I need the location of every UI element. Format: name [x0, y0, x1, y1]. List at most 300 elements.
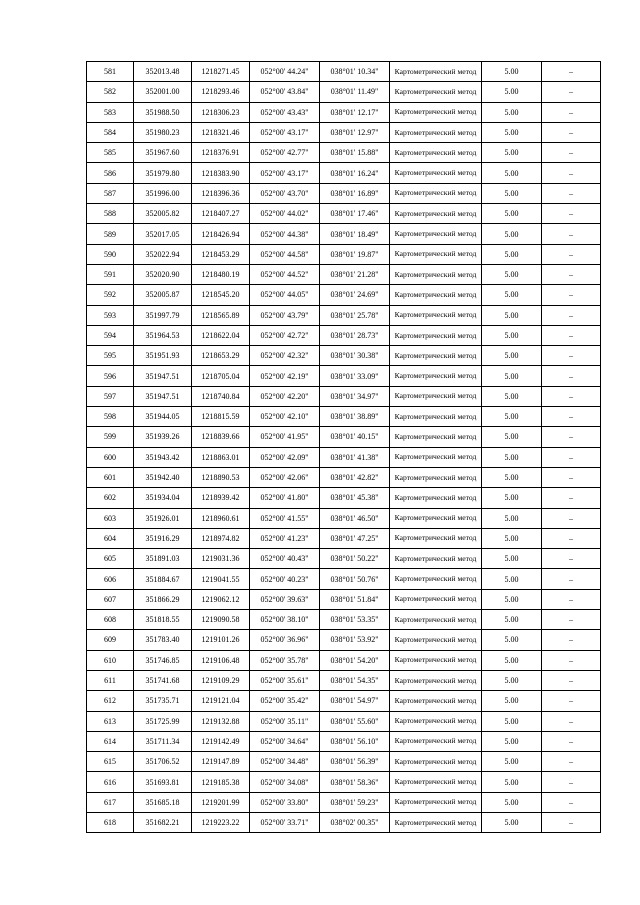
- note-cell: –: [542, 812, 601, 832]
- point-number-cell: 592: [87, 285, 134, 305]
- x-coordinate-cell: 352017.05: [134, 224, 192, 244]
- accuracy-cell: 5.00: [482, 528, 542, 548]
- x-coordinate-cell: 351693.81: [134, 772, 192, 792]
- longitude-cell: 038°01' 54.97": [320, 691, 390, 711]
- y-coordinate-cell: 1218293.46: [192, 82, 250, 102]
- table-row: [87, 711, 601, 731]
- longitude-cell: 038°01' 45.38": [320, 488, 390, 508]
- x-coordinate-cell: 351891.03: [134, 549, 192, 569]
- x-coordinate-cell: 351818.55: [134, 610, 192, 630]
- latitude-cell: 052°00' 42.10": [250, 407, 320, 427]
- method-cell: Картометрический метод: [390, 427, 482, 447]
- table-row: [87, 691, 601, 711]
- note-cell: –: [542, 731, 601, 751]
- y-coordinate-cell: 1218453.29: [192, 244, 250, 264]
- y-coordinate-cell: 1219041.55: [192, 569, 250, 589]
- note-cell: –: [542, 569, 601, 589]
- note-cell: –: [542, 772, 601, 792]
- longitude-cell: 038°01' 55.60": [320, 711, 390, 731]
- latitude-cell: 052°00' 43.79": [250, 305, 320, 325]
- note-cell: –: [542, 325, 601, 345]
- accuracy-cell: 5.00: [482, 82, 542, 102]
- table-row: [87, 467, 601, 487]
- method-cell: Картометрический метод: [390, 731, 482, 751]
- point-number-cell: 587: [87, 183, 134, 203]
- method-cell: Картометрический метод: [390, 467, 482, 487]
- accuracy-cell: 5.00: [482, 467, 542, 487]
- x-coordinate-cell: 351947.51: [134, 366, 192, 386]
- table-row: [87, 427, 601, 447]
- point-number-cell: 607: [87, 589, 134, 609]
- table-row: [87, 346, 601, 366]
- longitude-cell: 038°01' 15.88": [320, 143, 390, 163]
- accuracy-cell: 5.00: [482, 610, 542, 630]
- table-row: [87, 183, 601, 203]
- longitude-cell: 038°01' 21.28": [320, 264, 390, 284]
- note-cell: –: [542, 264, 601, 284]
- latitude-cell: 052°00' 34.48": [250, 752, 320, 772]
- table-row: [87, 244, 601, 264]
- point-number-cell: 583: [87, 102, 134, 122]
- method-cell: Картометрический метод: [390, 447, 482, 467]
- point-number-cell: 591: [87, 264, 134, 284]
- latitude-cell: 052°00' 34.64": [250, 731, 320, 751]
- latitude-cell: 052°00' 39.63": [250, 589, 320, 609]
- x-coordinate-cell: 351706.52: [134, 752, 192, 772]
- y-coordinate-cell: 1218565.89: [192, 305, 250, 325]
- latitude-cell: 052°00' 35.42": [250, 691, 320, 711]
- x-coordinate-cell: 351934.04: [134, 488, 192, 508]
- method-cell: Картометрический метод: [390, 630, 482, 650]
- y-coordinate-cell: 1218839.66: [192, 427, 250, 447]
- table-row: [87, 610, 601, 630]
- point-number-cell: 596: [87, 366, 134, 386]
- longitude-cell: 038°01' 38.89": [320, 407, 390, 427]
- note-cell: –: [542, 691, 601, 711]
- y-coordinate-cell: 1219090.58: [192, 610, 250, 630]
- method-cell: Картометрический метод: [390, 691, 482, 711]
- y-coordinate-cell: 1219062.12: [192, 589, 250, 609]
- longitude-cell: 038°01' 54.20": [320, 650, 390, 670]
- longitude-cell: 038°01' 10.34": [320, 62, 390, 82]
- latitude-cell: 052°00' 33.80": [250, 792, 320, 812]
- y-coordinate-cell: 1218815.59: [192, 407, 250, 427]
- latitude-cell: 052°00' 36.96": [250, 630, 320, 650]
- latitude-cell: 052°00' 43.17": [250, 163, 320, 183]
- table-row: [87, 224, 601, 244]
- longitude-cell: 038°01' 50.22": [320, 549, 390, 569]
- note-cell: –: [542, 305, 601, 325]
- accuracy-cell: 5.00: [482, 102, 542, 122]
- latitude-cell: 052°00' 42.20": [250, 386, 320, 406]
- y-coordinate-cell: 1218376.91: [192, 143, 250, 163]
- accuracy-cell: 5.00: [482, 183, 542, 203]
- table-row: [87, 528, 601, 548]
- point-number-cell: 608: [87, 610, 134, 630]
- longitude-cell: 038°01' 47.25": [320, 528, 390, 548]
- note-cell: –: [542, 346, 601, 366]
- point-number-cell: 617: [87, 792, 134, 812]
- table-row: [87, 508, 601, 528]
- y-coordinate-cell: 1218426.94: [192, 224, 250, 244]
- method-cell: Картометрический метод: [390, 285, 482, 305]
- table-row: [87, 285, 601, 305]
- longitude-cell: 038°01' 19.87": [320, 244, 390, 264]
- longitude-cell: 038°01' 33.09": [320, 366, 390, 386]
- note-cell: –: [542, 224, 601, 244]
- x-coordinate-cell: 351926.01: [134, 508, 192, 528]
- point-number-cell: 615: [87, 752, 134, 772]
- y-coordinate-cell: 1219185.38: [192, 772, 250, 792]
- table-row: [87, 650, 601, 670]
- method-cell: Картометрический метод: [390, 325, 482, 345]
- table-row: [87, 812, 601, 832]
- y-coordinate-cell: 1218396.36: [192, 183, 250, 203]
- y-coordinate-cell: 1219142.49: [192, 731, 250, 751]
- point-number-cell: 584: [87, 122, 134, 142]
- x-coordinate-cell: 351939.26: [134, 427, 192, 447]
- latitude-cell: 052°00' 41.55": [250, 508, 320, 528]
- accuracy-cell: 5.00: [482, 691, 542, 711]
- longitude-cell: 038°01' 56.10": [320, 731, 390, 751]
- note-cell: –: [542, 285, 601, 305]
- accuracy-cell: 5.00: [482, 488, 542, 508]
- y-coordinate-cell: 1218740.84: [192, 386, 250, 406]
- latitude-cell: 052°00' 44.52": [250, 264, 320, 284]
- accuracy-cell: 5.00: [482, 812, 542, 832]
- y-coordinate-cell: 1218939.42: [192, 488, 250, 508]
- method-cell: Картометрический метод: [390, 244, 482, 264]
- note-cell: –: [542, 650, 601, 670]
- method-cell: Картометрический метод: [390, 650, 482, 670]
- coordinates-table-body: [87, 62, 601, 833]
- longitude-cell: 038°01' 53.92": [320, 630, 390, 650]
- accuracy-cell: 5.00: [482, 407, 542, 427]
- point-number-cell: 614: [87, 731, 134, 751]
- note-cell: –: [542, 427, 601, 447]
- y-coordinate-cell: 1219121.04: [192, 691, 250, 711]
- note-cell: –: [542, 447, 601, 467]
- y-coordinate-cell: 1219147.89: [192, 752, 250, 772]
- method-cell: Картометрический метод: [390, 224, 482, 244]
- accuracy-cell: 5.00: [482, 122, 542, 142]
- point-number-cell: 612: [87, 691, 134, 711]
- longitude-cell: 038°01' 41.38": [320, 447, 390, 467]
- longitude-cell: 038°01' 16.24": [320, 163, 390, 183]
- x-coordinate-cell: 351967.60: [134, 143, 192, 163]
- longitude-cell: 038°01' 54.35": [320, 670, 390, 690]
- accuracy-cell: 5.00: [482, 508, 542, 528]
- accuracy-cell: 5.00: [482, 346, 542, 366]
- longitude-cell: 038°01' 28.73": [320, 325, 390, 345]
- y-coordinate-cell: 1218863.01: [192, 447, 250, 467]
- longitude-cell: 038°02' 00.35": [320, 812, 390, 832]
- method-cell: Картометрический метод: [390, 264, 482, 284]
- note-cell: –: [542, 508, 601, 528]
- table-row: [87, 325, 601, 345]
- method-cell: Картометрический метод: [390, 508, 482, 528]
- table-row: [87, 143, 601, 163]
- method-cell: Картометрический метод: [390, 549, 482, 569]
- table-row: [87, 264, 601, 284]
- table-row: [87, 731, 601, 751]
- table-row: [87, 670, 601, 690]
- note-cell: –: [542, 366, 601, 386]
- note-cell: –: [542, 407, 601, 427]
- point-number-cell: 600: [87, 447, 134, 467]
- x-coordinate-cell: 351942.40: [134, 467, 192, 487]
- note-cell: –: [542, 122, 601, 142]
- accuracy-cell: 5.00: [482, 386, 542, 406]
- accuracy-cell: 5.00: [482, 650, 542, 670]
- table-row: [87, 549, 601, 569]
- longitude-cell: 038°01' 16.89": [320, 183, 390, 203]
- x-coordinate-cell: 351783.40: [134, 630, 192, 650]
- note-cell: –: [542, 163, 601, 183]
- point-number-cell: 589: [87, 224, 134, 244]
- latitude-cell: 052°00' 42.09": [250, 447, 320, 467]
- table-row: [87, 589, 601, 609]
- point-number-cell: 597: [87, 386, 134, 406]
- y-coordinate-cell: 1218653.29: [192, 346, 250, 366]
- note-cell: –: [542, 792, 601, 812]
- note-cell: –: [542, 752, 601, 772]
- note-cell: –: [542, 589, 601, 609]
- accuracy-cell: 5.00: [482, 62, 542, 82]
- table-row: [87, 792, 601, 812]
- method-cell: Картометрический метод: [390, 82, 482, 102]
- point-number-cell: 590: [87, 244, 134, 264]
- latitude-cell: 052°00' 41.95": [250, 427, 320, 447]
- note-cell: –: [542, 62, 601, 82]
- x-coordinate-cell: 351685.18: [134, 792, 192, 812]
- latitude-cell: 052°00' 33.71": [250, 812, 320, 832]
- point-number-cell: 581: [87, 62, 134, 82]
- x-coordinate-cell: 351916.29: [134, 528, 192, 548]
- table-row: [87, 772, 601, 792]
- note-cell: –: [542, 183, 601, 203]
- longitude-cell: 038°01' 17.46": [320, 204, 390, 224]
- table-row: [87, 62, 601, 82]
- note-cell: –: [542, 143, 601, 163]
- longitude-cell: 038°01' 50.76": [320, 569, 390, 589]
- table-row: [87, 82, 601, 102]
- y-coordinate-cell: 1219109.29: [192, 670, 250, 690]
- y-coordinate-cell: 1218974.82: [192, 528, 250, 548]
- table-row: [87, 447, 601, 467]
- note-cell: –: [542, 549, 601, 569]
- latitude-cell: 052°00' 42.77": [250, 143, 320, 163]
- x-coordinate-cell: 351997.79: [134, 305, 192, 325]
- note-cell: –: [542, 488, 601, 508]
- point-number-cell: 594: [87, 325, 134, 345]
- method-cell: Картометрический метод: [390, 752, 482, 772]
- x-coordinate-cell: 351996.00: [134, 183, 192, 203]
- note-cell: –: [542, 244, 601, 264]
- accuracy-cell: 5.00: [482, 366, 542, 386]
- x-coordinate-cell: 352022.94: [134, 244, 192, 264]
- longitude-cell: 038°01' 59.23": [320, 792, 390, 812]
- x-coordinate-cell: 351947.51: [134, 386, 192, 406]
- method-cell: Картометрический метод: [390, 163, 482, 183]
- latitude-cell: 052°00' 43.17": [250, 122, 320, 142]
- point-number-cell: 588: [87, 204, 134, 224]
- note-cell: –: [542, 670, 601, 690]
- table-row: [87, 630, 601, 650]
- y-coordinate-cell: 1218705.04: [192, 366, 250, 386]
- accuracy-cell: 5.00: [482, 285, 542, 305]
- latitude-cell: 052°00' 44.24": [250, 62, 320, 82]
- note-cell: –: [542, 711, 601, 731]
- accuracy-cell: 5.00: [482, 630, 542, 650]
- x-coordinate-cell: 352005.82: [134, 204, 192, 224]
- note-cell: –: [542, 386, 601, 406]
- longitude-cell: 038°01' 24.69": [320, 285, 390, 305]
- latitude-cell: 052°00' 42.32": [250, 346, 320, 366]
- latitude-cell: 052°00' 35.11": [250, 711, 320, 731]
- y-coordinate-cell: 1219201.99: [192, 792, 250, 812]
- x-coordinate-cell: 351979.80: [134, 163, 192, 183]
- accuracy-cell: 5.00: [482, 427, 542, 447]
- longitude-cell: 038°01' 40.15": [320, 427, 390, 447]
- latitude-cell: 052°00' 38.10": [250, 610, 320, 630]
- y-coordinate-cell: 1219223.22: [192, 812, 250, 832]
- method-cell: Картометрический метод: [390, 62, 482, 82]
- method-cell: Картометрический метод: [390, 589, 482, 609]
- note-cell: –: [542, 204, 601, 224]
- point-number-cell: 616: [87, 772, 134, 792]
- point-number-cell: 585: [87, 143, 134, 163]
- y-coordinate-cell: 1218306.23: [192, 102, 250, 122]
- longitude-cell: 038°01' 25.78": [320, 305, 390, 325]
- accuracy-cell: 5.00: [482, 325, 542, 345]
- y-coordinate-cell: 1218480.19: [192, 264, 250, 284]
- method-cell: Картометрический метод: [390, 711, 482, 731]
- accuracy-cell: 5.00: [482, 447, 542, 467]
- method-cell: Картометрический метод: [390, 569, 482, 589]
- longitude-cell: 038°01' 12.17": [320, 102, 390, 122]
- method-cell: Картометрический метод: [390, 143, 482, 163]
- table-row: [87, 122, 601, 142]
- accuracy-cell: 5.00: [482, 792, 542, 812]
- accuracy-cell: 5.00: [482, 569, 542, 589]
- latitude-cell: 052°00' 40.23": [250, 569, 320, 589]
- longitude-cell: 038°01' 56.39": [320, 752, 390, 772]
- table-row: [87, 305, 601, 325]
- accuracy-cell: 5.00: [482, 264, 542, 284]
- note-cell: –: [542, 630, 601, 650]
- point-number-cell: 611: [87, 670, 134, 690]
- longitude-cell: 038°01' 53.35": [320, 610, 390, 630]
- latitude-cell: 052°00' 41.80": [250, 488, 320, 508]
- table-row: [87, 366, 601, 386]
- table-row: [87, 569, 601, 589]
- x-coordinate-cell: 351682.21: [134, 812, 192, 832]
- table-row: [87, 163, 601, 183]
- table-row: [87, 386, 601, 406]
- accuracy-cell: 5.00: [482, 711, 542, 731]
- method-cell: Картометрический метод: [390, 670, 482, 690]
- method-cell: Картометрический метод: [390, 528, 482, 548]
- accuracy-cell: 5.00: [482, 731, 542, 751]
- latitude-cell: 052°00' 44.02": [250, 204, 320, 224]
- note-cell: –: [542, 467, 601, 487]
- y-coordinate-cell: 1219106.48: [192, 650, 250, 670]
- point-number-cell: 610: [87, 650, 134, 670]
- y-coordinate-cell: 1218960.61: [192, 508, 250, 528]
- method-cell: Картометрический метод: [390, 305, 482, 325]
- latitude-cell: 052°00' 44.05": [250, 285, 320, 305]
- y-coordinate-cell: 1218890.53: [192, 467, 250, 487]
- x-coordinate-cell: 351884.67: [134, 569, 192, 589]
- accuracy-cell: 5.00: [482, 224, 542, 244]
- point-number-cell: 595: [87, 346, 134, 366]
- latitude-cell: 052°00' 44.38": [250, 224, 320, 244]
- accuracy-cell: 5.00: [482, 589, 542, 609]
- method-cell: Картометрический метод: [390, 122, 482, 142]
- method-cell: Картометрический метод: [390, 610, 482, 630]
- accuracy-cell: 5.00: [482, 204, 542, 224]
- x-coordinate-cell: 351866.29: [134, 589, 192, 609]
- x-coordinate-cell: 351735.71: [134, 691, 192, 711]
- x-coordinate-cell: 351980.23: [134, 122, 192, 142]
- y-coordinate-cell: 1218545.20: [192, 285, 250, 305]
- longitude-cell: 038°01' 34.97": [320, 386, 390, 406]
- x-coordinate-cell: 351951.93: [134, 346, 192, 366]
- longitude-cell: 038°01' 30.38": [320, 346, 390, 366]
- latitude-cell: 052°00' 35.78": [250, 650, 320, 670]
- y-coordinate-cell: 1218321.46: [192, 122, 250, 142]
- latitude-cell: 052°00' 43.43": [250, 102, 320, 122]
- x-coordinate-cell: 352020.90: [134, 264, 192, 284]
- longitude-cell: 038°01' 18.49": [320, 224, 390, 244]
- note-cell: –: [542, 82, 601, 102]
- x-coordinate-cell: 351988.50: [134, 102, 192, 122]
- note-cell: –: [542, 102, 601, 122]
- method-cell: Картометрический метод: [390, 346, 482, 366]
- accuracy-cell: 5.00: [482, 752, 542, 772]
- latitude-cell: 052°00' 41.23": [250, 528, 320, 548]
- x-coordinate-cell: 352001.00: [134, 82, 192, 102]
- point-number-cell: 604: [87, 528, 134, 548]
- latitude-cell: 052°00' 42.06": [250, 467, 320, 487]
- x-coordinate-cell: 351944.05: [134, 407, 192, 427]
- point-number-cell: 599: [87, 427, 134, 447]
- method-cell: Картометрический метод: [390, 102, 482, 122]
- method-cell: Картометрический метод: [390, 812, 482, 832]
- method-cell: Картометрический метод: [390, 407, 482, 427]
- x-coordinate-cell: 351725.99: [134, 711, 192, 731]
- y-coordinate-cell: 1218383.90: [192, 163, 250, 183]
- point-number-cell: 605: [87, 549, 134, 569]
- method-cell: Картометрический метод: [390, 204, 482, 224]
- latitude-cell: 052°00' 42.19": [250, 366, 320, 386]
- table-row: [87, 488, 601, 508]
- point-number-cell: 586: [87, 163, 134, 183]
- y-coordinate-cell: 1218407.27: [192, 204, 250, 224]
- y-coordinate-cell: 1218622.04: [192, 325, 250, 345]
- method-cell: Картометрический метод: [390, 386, 482, 406]
- latitude-cell: 052°00' 44.58": [250, 244, 320, 264]
- y-coordinate-cell: 1219101.26: [192, 630, 250, 650]
- method-cell: Картометрический метод: [390, 772, 482, 792]
- note-cell: –: [542, 610, 601, 630]
- y-coordinate-cell: 1218271.45: [192, 62, 250, 82]
- accuracy-cell: 5.00: [482, 772, 542, 792]
- point-number-cell: 582: [87, 82, 134, 102]
- point-number-cell: 598: [87, 407, 134, 427]
- table-row: [87, 752, 601, 772]
